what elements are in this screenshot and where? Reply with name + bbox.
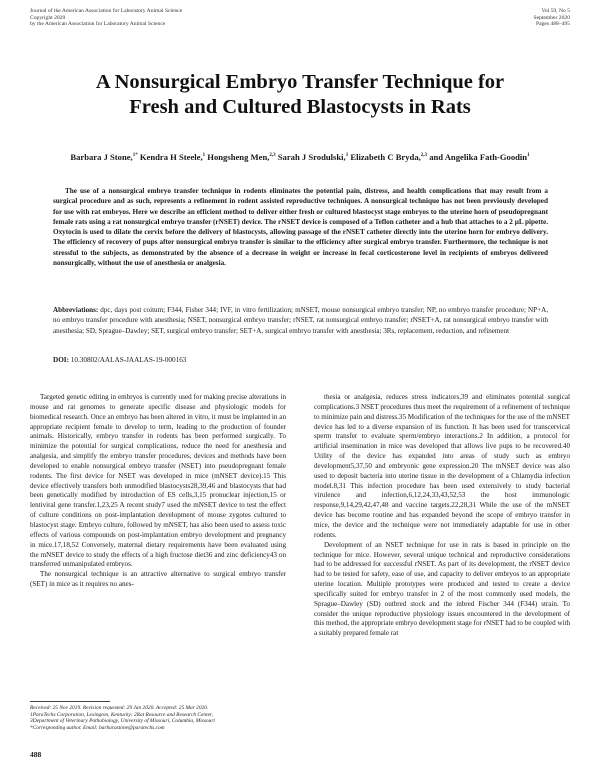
- copyright: Copyright 2020: [30, 14, 66, 21]
- affiliation: 1ParaTechs Corporation, Lexington, Kentucky; 2Rat Resource and Research Center,: [30, 711, 213, 718]
- footnote-divider: [30, 701, 110, 702]
- author-list: [60, 151, 540, 163]
- body-column-right: [314, 393, 570, 639]
- author: Elizabeth C Bryda,$^{2,3}$: [350, 152, 428, 162]
- received-dates: Received: 25 Nov 2019. Revision requested: 29 Jan 2020. Accepted: 25 Mar 2020.: [30, 705, 209, 711]
- doi: [53, 356, 186, 364]
- author: Barbara J Stone,$^{1*}$: [70, 152, 138, 162]
- abbreviations-label: Abbreviations:: [53, 306, 99, 314]
- author: and Angelika Fath-Goodin$^1$: [429, 152, 530, 162]
- publisher: by the American Association for Laboratory Animal Science: [30, 21, 166, 28]
- paper-title: [30, 70, 570, 120]
- page-range: Pages 488–495: [535, 21, 570, 28]
- author: Sarah J Srodulski,$^1$: [277, 152, 349, 162]
- paragraph: Targeted genetic editing in embryos is currently used for making precise alterations in mouse and rat genomes to generate specific disease and physiologic models for biomedical research. Once an embryo has been altered in vitro, it must be implanted in an appropriate recipient female to develop to term, leading to the production of founder animals. Historically, embryo transfer in rodents has been performed surgically. To minimize the potential for surgical complications, reduce the need for anesthesia and analgesia, and simplify the embryo transfer procedures, devices and methods have been developed to enable nonsurgical embryo transfer (NSET) into pseudopregnant female rodents. The first device for NSET was developed in mice (mNSET device).15 This device effectively transfers both unmodified blastocysts28,39,46 and blastocysts that had been genetically modified by introduction of ES cells,3,15 pronuclear injection,15 or lentiviral gene transfer.1,23,25 A recent study7 used the mNSET device to test the effect of culture conditions on post-implantation development of mouse zygotes cultured to blastocyst stage. Embryo culture, followed by mNSET, has also been used to assess toxic effects of various compounds on post-implantation embryo development and pregnancy in mice.17,18,52 Conversely, maternal dietary requirements have been evaluated using the mNSET device to study the effects of a high fructose diet36 and zinc deficiency43 on transferred unmanipulated embryos.: [30, 393, 286, 569]
- doi-value: 10.30802/AALAS-JAALAS-19-000163: [70, 356, 187, 364]
- abbreviations-text: dpc, days post coitum; F344, Fisher 344; IVF, in vitro fertilization; mNSET, mouse nonsurgical embryo transfer; NP, no embryo transfer procedure; NP+A, no embryo transfer procedure with anesthesia; NSET, nonsurgical embryo transfer; rNSET, rat nonsurgical embryo transfer; rNSET+A, rat nonsurgical embryo transfer with anesthesia; SD, Sprague–Dawley; SET, surgical embryo transfer; SET+A, surgical embryo transfer with anesthesia; 3Rs, replacement, reduction, and refinement: [53, 306, 548, 335]
- affiliation: 3Department of Veterinary Pathobiology, University of Missouri, Columbia, Missouri: [30, 718, 215, 725]
- body-column-left: [30, 393, 286, 590]
- title-line-2: Fresh and Cultured Blastocysts in Rats: [129, 96, 471, 118]
- author: Hongsheng Men,$^{2,3}$: [207, 152, 276, 162]
- abbreviations: [53, 305, 548, 336]
- author: Kendra H Steele,$^1$: [139, 152, 206, 162]
- page-number: 488: [30, 750, 42, 759]
- paragraph: Development of an NSET technique for use in rats is based in principle on the technique for mice. However, several unique technical and reproductive considerations had to be addressed for successful rNSET. As part of its development, the rNSET device had to be tested for safety, ease of use, and capacity to deliver embryos to an appropriate uterine location. Multiple prototypes were produced and tested to create a device specifically suited for embryo transfer in 2 of the most commonly used models, the Sprague–Dawley (SD) outbred stock and the inbred Fischer 344 (F344) strain. To consider the unique reproductive physiology issues encountered in the development of this method, the appropriate embryo development stage for rNSET had to be coupled with a suitably prepared female rat: [314, 540, 570, 638]
- doi-label: DOI:: [53, 356, 69, 364]
- abstract: The use of a nonsurgical embryo transfer technique in rodents eliminates the potential pain, distress, and health complications that may result from a surgical procedure and as such, represents a refinement in rodent assisted reproductive techniques. A nonsurgical technique has not been previously developed for use with rat embryos. Here we describe an efficient method to deliver either fresh or cultured blastocyst stage embryos to the uterine horn of pseudopregnant female rats using a rat nonsurgical embryo transfer (rNSET) device. The rNSET device is composed of a Teflon catheter and a hub that attaches to a 2 µL pipette. Oxytocin is used to dilate the cervix before the delivery of blastocysts, allowing passage of the rNSET catheter directly into the uterine horn for embryo delivery. The efficiency of recovery of pups after nonsurgical embryo transfer is similar to the efficiency after surgical embryo transfer. Furthermore, the technique is not stressful to the subjects, as demonstrated by the absence of a decrease in weight or increase in fecal corticosterone level in recipients of embryos delivered nonsurgically, without the use of anesthesia or analgesia.: [53, 187, 548, 268]
- issue-date: September 2020: [533, 14, 570, 21]
- paragraph: thesia or analgesia, reduces stress indicators,39 and eliminates potential surgical complications.3 NSET procedures thus meet the requirement of a refinement of technique to minimize pain and distress.35 Modification of the techniques for the use of the mNSET device has led to a diverse expansion of its function. It has been used for transcervical sperm transfer to evaluate sperm/embryo interactions.2 In addition, a protocol for artificial insemination in mice was developed that allows live pups to be recovered.40 Utility of the device has expanded into areas of study such as embryo development5,37,50 and embryonic gene expression.20 The mNSET device was also used to deposit bacteria into uterine tissue in the development of a Chlamydia infection model.8,31 This infection procedure has been used extensively to study bacterial virulence and infection,6,12,24,33,43,52,53 the host immunologic response,9,14,29,42,47,48 and vaccine targets.22,28,31 While the use of the mNSET device has become routine and has expanded beyond the scope of embryo transfer in mice, the device and the technique were not immediately adaptable for use in other rodents.: [314, 393, 570, 539]
- issue-info: [430, 8, 570, 28]
- corresponding-author: *Corresponding author. Email: barbarastone@paratechs.com: [30, 725, 165, 732]
- journal-info: [30, 8, 390, 28]
- footnotes: [30, 705, 286, 732]
- journal-name: Journal of the American Association for Laboratory Animal Science: [30, 8, 183, 14]
- volume: Vol 59, No 5: [541, 8, 570, 14]
- paragraph: The nonsurgical technique is an attractive alternative to surgical embryo transfer (SET) in mice as it requires no anes-: [30, 570, 286, 589]
- title-line-1: A Nonsurgical Embryo Transfer Technique for: [95, 71, 505, 93]
